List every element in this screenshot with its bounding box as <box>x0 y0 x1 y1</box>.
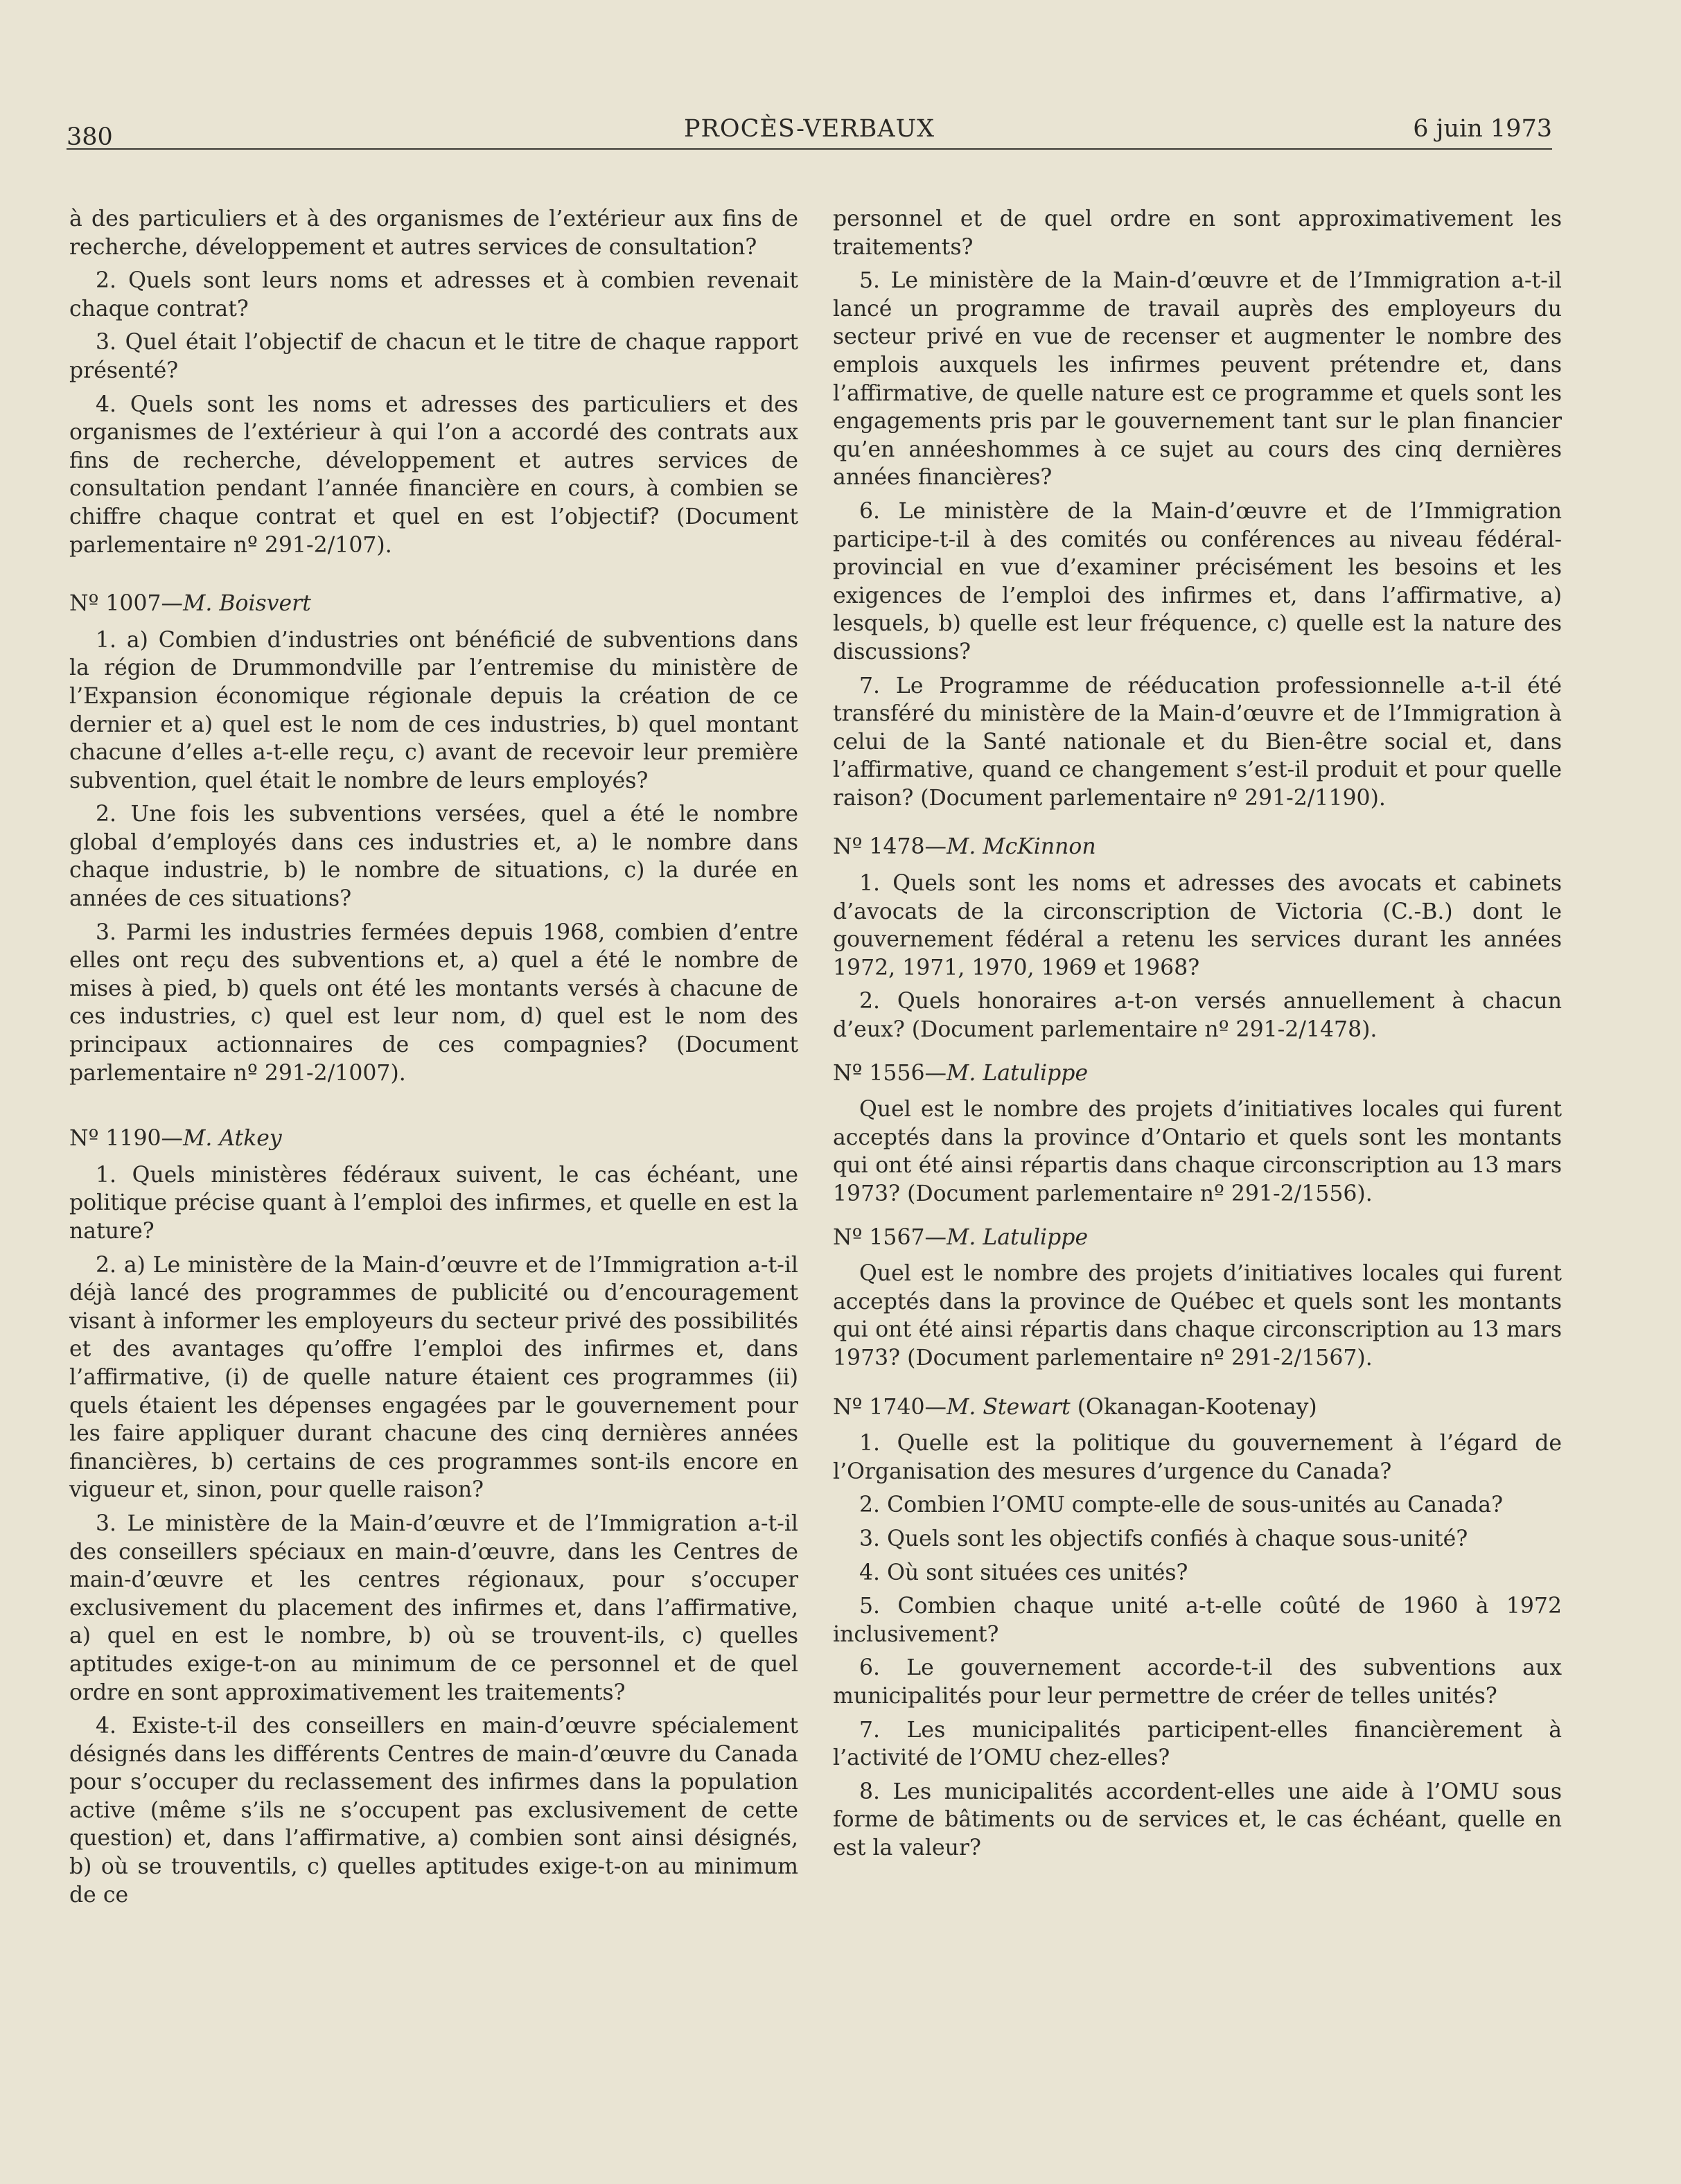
paragraph: 5. Le ministère de la Main-d’œuvre et de l’Immigration a-t-il lancé un programme de travail auprès des employeurs du secteur privé en vue de recenser et augmenter le nombre des emplois auxquels les infirmes peuvent prétendre et, dans l’affirmative, de quelle nature est ce programme et quels sont les engagements pris par le gouvernement tant sur le plan financier qu’en annéeshommes à ce sujet au cours des cinq dernières années financières? <box>833 268 1562 491</box>
question-number: Nº 1740— <box>833 1394 947 1420</box>
paragraph: 4. Existe-t-il des conseillers en main-d’œuvre spécialement désignés dans les différents Centres de main-d’œuvre du Canada pour s’occuper du reclassement des infirmes dans la population active (même s’ils ne s’occupent pas exclusivement de cette question) et, dans l’affirmative, a) combien sont ainsi désignés, b) où se trouventils, c) quelles aptitudes exige-t-on au minimum de ce <box>69 1714 798 1908</box>
paragraph: 3. Le ministère de la Main-d’œuvre et de l’Immigration a-t-il des conseillers spéciaux en main-d’œuvre, dans les Centres de main-d’œuvre et les centres régionaux, pour s’occuper exclusivement du placement des infirmes et, dans l’affirmative, a) quel en est le nombre, b) où se trouvent-ils, c) quelles aptitudes exige-t-on au minimum de ce personnel et de quel ordre en sont approximativement les traitements? <box>69 1511 798 1705</box>
paragraph: 1. Quelle est la politique du gouvernement à l’égard de l’Organisation des mesures d’urgence du Canada? <box>833 1431 1562 1484</box>
paragraph: 1. Quels sont les noms et adresses des avocats et cabinets d’avocats de la circonscription de Victoria (C.-B.) dont le gouvernement fédéral a retenu les services durant les années 1972, 1971, 1970, 1969 et 1968? <box>833 871 1562 980</box>
paragraph: 5. Combien chaque unité a-t-elle coûté de 1960 à 1972 inclusivement? <box>833 1594 1562 1647</box>
header-rule <box>67 148 1552 150</box>
question-heading <box>833 1224 1562 1252</box>
question-number: Nº 1190— <box>69 1126 184 1152</box>
page-number: 380 <box>67 123 113 151</box>
paragraph: 2. Quels sont leurs noms et adresses et à combien revenait chaque contrat? <box>69 268 798 322</box>
paragraph: 2. Combien l’OMU compte-elle de sous-unités au Canada? <box>859 1492 1503 1518</box>
member-name: M. McKinnon <box>947 834 1096 860</box>
question-heading <box>833 833 1562 861</box>
question-number: Nº 1556— <box>833 1060 947 1086</box>
paragraph: personnel et de quel ordre en sont approximativement les traitements? <box>833 206 1562 260</box>
member-name: M. Latulippe <box>947 1060 1089 1086</box>
question-number: Nº 1007— <box>69 591 184 617</box>
question-number: Nº 1567— <box>833 1224 947 1250</box>
paragraph: 6. Le ministère de la Main-d’œuvre et de l’Immigration participe-t-il à des comités ou conférences au niveau fédéral-provincial en vue d’examiner précisément les besoins et les exigences de l’emploi des infirmes et, dans l’affirmative, a) lesquels, b) quelle est leur fréquence, c) quelle est la nature des discussions? <box>833 498 1562 664</box>
question-heading <box>833 1059 1562 1088</box>
paragraph: à des particuliers et à des organismes de l’extérieur aux fins de recherche, développement et autres services de consultation? <box>69 206 798 260</box>
paragraph: 3. Parmi les industries fermées depuis 1968, combien d’entre elles ont reçu des subventions et, a) quel a été le nombre de mises à pied, b) quels ont été les montants versés à chacune de ces industries, c) quel est leur nom, d) quel est le nom des principaux actionnaires de ces compagnies? (Document parlementaire nº 291-2/1007). <box>69 919 798 1086</box>
paragraph: 1. Quels ministères fédéraux suivent, le cas échéant, une politique précise quant à l’emploi des infirmes, et quelle en est la nature? <box>69 1162 798 1244</box>
page-header <box>67 115 1552 150</box>
paragraph: 4. Quels sont les noms et adresses des particuliers et des organismes de l’extérieur à qui l’on a accordé des contrats aux fins de recherche, développement et autres services de consultation pendant l’année financière en cours, à combien se chiffre chaque contrat et quel en est l’objectif? (Document parlementaire nº 291-2/107). <box>69 391 798 558</box>
paragraph: 6. Le gouvernement accorde-t-il des subventions aux municipalités pour leur permettre de créer de telles unités? <box>833 1655 1562 1709</box>
member-name: M. Boisvert <box>183 591 311 617</box>
question-number: Nº 1478— <box>833 834 947 860</box>
paragraph: 4. Où sont situées ces unités? <box>859 1560 1188 1585</box>
paragraph: 3. Quels sont les objectifs confiés à chaque sous-unité? <box>859 1526 1468 1551</box>
question-heading <box>833 1393 1562 1422</box>
member-name: M. Stewart <box>947 1394 1071 1420</box>
paragraph: Quel est le nombre des projets d’initiatives locales qui furent acceptés dans la province de Québec et quels sont les montants qui ont été ainsi répartis dans chaque circonscription au 13 mars 1973? (Document parlementaire nº 291-2/1567). <box>833 1261 1562 1371</box>
paragraph: Quel est le nombre des projets d’initiatives locales qui furent acceptés dans la province d’Ontario et quels sont les montants qui ont été ainsi répartis dans chaque circonscription au 13 mars 1973? (Document parlementaire nº 291-2/1556). <box>833 1097 1562 1206</box>
member-name: M. Latulippe <box>947 1224 1089 1250</box>
paragraph: 3. Quel était l’objectif de chacun et le titre de chaque rapport présenté? <box>69 330 798 383</box>
left-column <box>69 205 798 1914</box>
paragraph: 2. Une fois les subventions versées, quel a été le nombre global d’employés dans ces industries et, a) le nombre dans chaque industrie, b) le nombre de situations, c) la durée en années de ces situations? <box>69 802 798 912</box>
page-title: PROCÈS-VERBAUX <box>683 115 935 143</box>
question-heading <box>69 590 798 618</box>
riding: (Okanagan-Kootenay) <box>1070 1394 1317 1420</box>
page-date: 6 juin 1973 <box>1413 115 1552 143</box>
paragraph: 1. a) Combien d’industries ont bénéficié de subventions dans la région de Drummondville par l’entremise du ministère de l’Expansion économique régionale depuis la création de ce dernier et a) quel est le nom de ces industries, b) quel montant chacune d’elles a-t-elle reçu, c) avant de recevoir leur première subvention, quel était le nombre de leurs employés? <box>69 627 798 793</box>
right-column <box>833 205 1562 1867</box>
paragraph: 7. Les municipalités participent-elles financièrement à l’activité de l’OMU chez-elles? <box>833 1717 1562 1771</box>
paragraph: 2. Quels honoraires a-t-on versés annuellement à chacun d’eux? (Document parlementaire nº 291-2/1478). <box>833 989 1562 1043</box>
paragraph: 8. Les municipalités accordent-elles une aide à l’OMU sous forme de bâtiments ou de services et, le cas échéant, quelle en est la valeur? <box>833 1779 1562 1860</box>
member-name: M. Atkey <box>183 1126 282 1152</box>
paragraph: 2. a) Le ministère de la Main-d’œuvre et de l’Immigration a-t-il déjà lancé des programmes de publicité ou d’encouragement visant à informer les employeurs du secteur privé des possibilités et des avantages qu’offre l’emploi des infirmes et, dans l’affirmative, (i) de quelle nature étaient ces programmes (ii) quels étaient les dépenses engagées par le gouvernement pour les faire appliquer durant chacune des cinq dernières années financières, b) certains de ces programmes sont-ils encore en vigueur et, sinon, pour quelle raison? <box>69 1252 798 1503</box>
paragraph: 7. Le Programme de rééducation professionnelle a-t-il été transféré du ministère de la Main-d’œuvre et de l’Immigration à celui de la Santé nationale et du Bien-être social et, dans l’affirmative, quand ce changement s’est-il produit et pour quelle raison? (Document parlementaire nº 291-2/1190). <box>833 673 1562 811</box>
question-heading <box>69 1125 798 1153</box>
